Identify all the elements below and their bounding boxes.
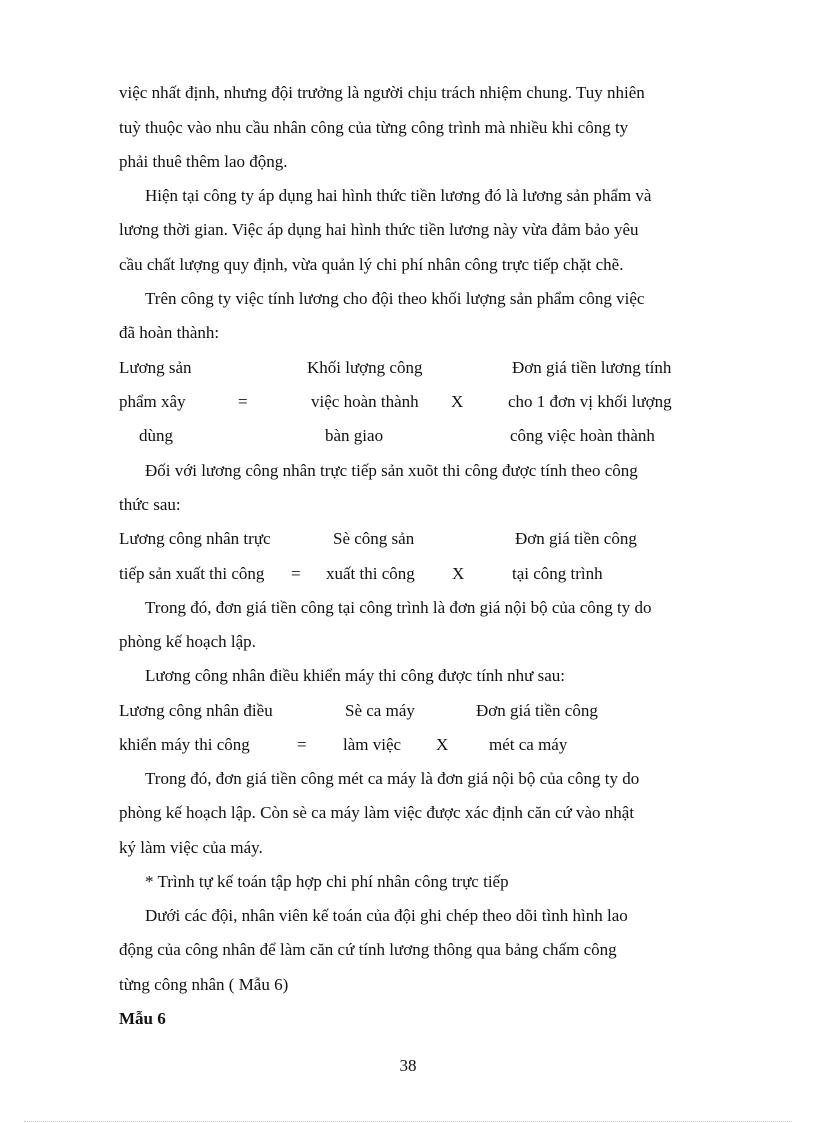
paragraph-9-line-2: động của công nhân để làm căn cứ tính lương thông qua bảng chấm công [119, 940, 617, 959]
formula-2-times: X [452, 564, 465, 583]
formula-1-left-line-3: dùng [139, 426, 173, 445]
paragraph-1-line-3: phải thuê thêm lao động. [119, 152, 288, 171]
paragraph-9-line-3: từng công nhân ( Mẫu 6) [119, 975, 289, 994]
paragraph-7-line-1: Trong đó, đơn giá tiền công mét ca máy là đơn giá nội bộ của công ty do [145, 769, 640, 788]
paragraph-1-line-2: tuỳ thuộc vào nhu cầu nhân công của từng công trình mà nhiều khi công ty [119, 118, 629, 137]
formula-1-right-line-3: công việc hoàn thành [510, 426, 655, 445]
paragraph-7-line-3: ký làm việc của máy. [119, 838, 263, 857]
formula-1-times: X [451, 392, 464, 411]
formula-3-left-line-2: khiển máy thi công [119, 735, 250, 754]
formula-3-right-line-2: mét ca máy [489, 735, 568, 754]
section-heading-labor-cost-procedure: * Trình tự kế toán tập hợp chi phí nhân công trực tiếp [145, 872, 509, 891]
form-heading-mau-6: Mẫu 6 [119, 1009, 166, 1028]
paragraph-9-line-1: Dưới các đội, nhân viên kế toán của đội ghi chép theo dõi tình hình lao [145, 906, 628, 925]
formula-3-middle-line-1: Sè ca máy [345, 701, 415, 720]
formula-1-middle-line-1: Khối lượng công [307, 358, 423, 377]
paragraph-6-line-1: Lương công nhân điều khiển máy thi công được tính như sau: [145, 666, 566, 685]
formula-3-left-line-1: Lương công nhân điều [119, 701, 273, 720]
formula-1-middle-line-2: việc hoàn thành [311, 392, 419, 411]
formula-3-middle-line-2: làm việc [343, 735, 402, 754]
formula-1-equals: = [238, 392, 248, 411]
formula-2-left-line-1: Lương công nhân trực [119, 529, 271, 548]
paragraph-2-line-3: cầu chất lượng quy định, vừa quản lý chi phí nhân công trực tiếp chặt chẽ. [119, 255, 624, 274]
formula-2-equals: = [291, 564, 301, 583]
formula-2-middle-line-2: xuất thi công [326, 564, 415, 583]
formula-1-right-line-1: Đơn giá tiền lương tính [512, 358, 672, 377]
page-number: 38 [399, 1056, 417, 1075]
paragraph-4-line-1: Đối với lương công nhân trực tiếp sản xuõt thi công được tính theo công [145, 461, 638, 480]
formula-1-left-line-1: Lương sản [119, 358, 192, 377]
formula-1-middle-line-3: bàn giao [325, 426, 384, 445]
formula-3-equals: = [297, 735, 307, 754]
paragraph-5-line-1: Trong đó, đơn giá tiền công tại công trình là đơn giá nội bộ của công ty do [145, 598, 652, 617]
formula-1-right-line-2: cho 1 đơn vị khối lượng [508, 392, 672, 411]
paragraph-1-line-1: việc nhất định, nhưng đội trưởng là người chịu trách nhiệm chung. Tuy nhiên [119, 83, 645, 102]
formula-2-left-line-2: tiếp sản xuất thi công [119, 564, 265, 583]
formula-3-times: X [436, 735, 449, 754]
paragraph-2-line-1: Hiện tại công ty áp dụng hai hình thức tiền lương đó là lương sản phẩm và [145, 186, 652, 205]
paragraph-7-line-2: phòng kế hoạch lập. Còn sè ca máy làm việc được xác định căn cứ vào nhật [119, 803, 635, 822]
formula-2-right-line-1: Đơn giá tiền công [515, 529, 637, 548]
paragraph-4-line-2: thức sau: [119, 495, 181, 514]
paragraph-5-line-2: phòng kế hoạch lập. [119, 632, 256, 651]
formula-1-left-line-2: phẩm xây [119, 392, 186, 411]
formula-2-middle-line-1: Sè công sản [333, 529, 415, 548]
paragraph-2-line-2: lương thời gian. Việc áp dụng hai hình thức tiền lương này vừa đảm bảo yêu [119, 220, 639, 239]
paragraph-3-line-1: Trên công ty việc tính lương cho đội theo khối lượng sản phẩm công việc [145, 289, 645, 308]
formula-2-right-line-2: tại công trình [512, 564, 603, 583]
paragraph-3-line-2: đã hoàn thành: [119, 323, 220, 342]
formula-3-right-line-1: Đơn giá tiền công [476, 701, 598, 720]
footer-dotted-rule [24, 1121, 792, 1122]
